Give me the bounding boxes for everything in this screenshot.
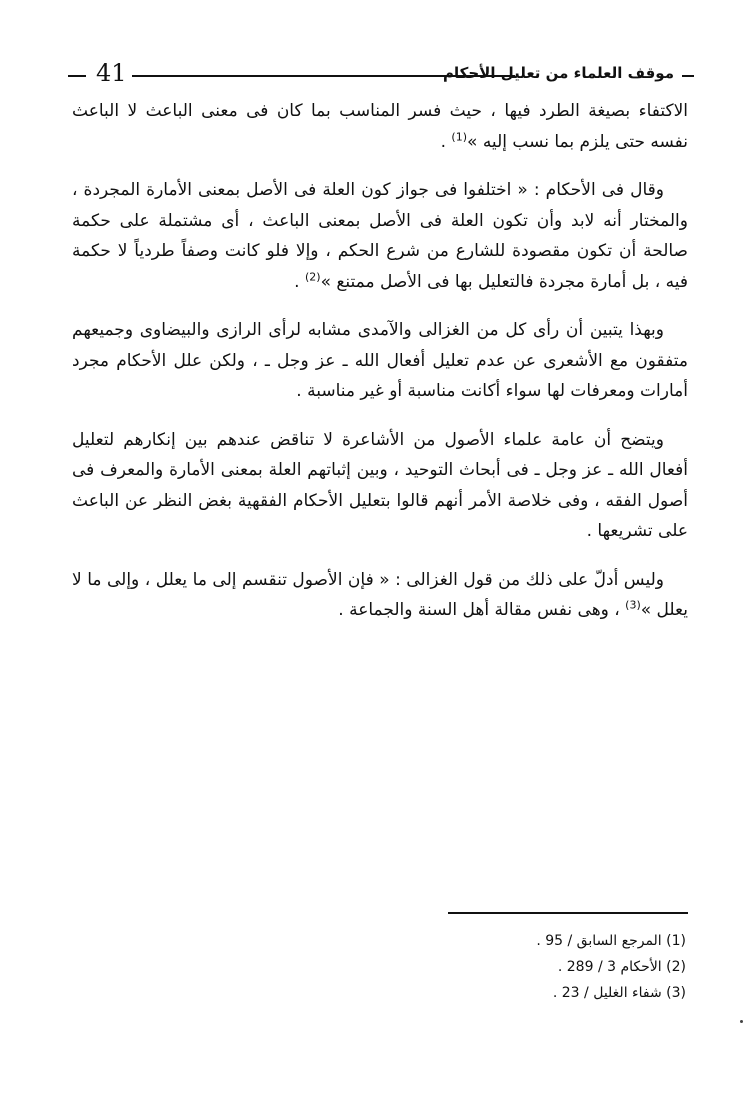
header-dash xyxy=(682,75,694,77)
paragraph: وليس أدلّ على ذلك من قول الغزالى : « فإن الأصول تنقسم إلى ما يعلل ، وإلى ما لا يعلل »$^{(3)}$ ، وهى نفس مقالة أهل السنة والجماعة . xyxy=(72,569,688,620)
footnotes xyxy=(380,928,686,1006)
footnote-ref: (2) xyxy=(304,269,321,283)
running-header xyxy=(70,56,690,92)
body-text xyxy=(72,96,688,644)
paragraph: وقال فى الأحكام : « اختلفوا فى جواز كون العلة فى الأصل بمعنى الأمارة المجردة ، والمختار أنه لابد وأن تكون العلة فى الأصل بمعنى الباعث ، أى مشتملة على حكمة صالحة أن تكون مقصودة للشارع من شرع الحكم ، وإلا فلو كانت وصفاً طردياً لا حكمة فيه ، بل أمارة مجردة فالتعليل بها فى الأصل ممتنع »$^{(2)}$ . xyxy=(72,180,688,292)
scan-speck xyxy=(740,1020,743,1023)
paragraph: ويتضح أن عامة علماء الأصول من الأشاعرة لا تناقض عندهم بين إنكارهم لتعليل أفعال الله ـ عز وجل ـ فى أبحاث التوحيد ، وبين إثباتهم العلة بمعنى الأمارة والمعرف فى أصول الفقه ، وفى خلاصة الأمر أنهم قالوا بتعليل الأحكام الفقهية بغض النظر عن الباعث على تشريعها . xyxy=(72,429,688,541)
footnote: (2) الأحكام 3 / 289 . xyxy=(557,959,686,975)
footnote-ref: (3) xyxy=(625,598,641,612)
footnote: (3) شفاء الغليل / 23 . xyxy=(552,985,686,1001)
paragraph: الاكتفاء بصيغة الطرد فيها ، حيث فسر المناسب بما كان فى معنى الباعث لا الباعث نفسه حتى يلزم بما نسب إليه »$^{(1)}$ . xyxy=(72,101,688,152)
paragraph: وبهذا يتبين أن رأى كل من الغزالى والآمدى مشابه لرأى الرازى والبيضاوى وجميعهم متفقون مع الأشعرى عن عدم تعليل أفعال الله ـ عز وجل ـ ، ولكن علل الأحكام مجرد أمارات ومعرفات لها سواء أكانت مناسبة أو غير مناسبة . xyxy=(72,320,688,401)
page-number: 41 xyxy=(96,59,127,87)
footnote-divider xyxy=(448,912,688,914)
header-dash xyxy=(68,75,86,77)
footnote-ref: (1) xyxy=(451,129,468,143)
running-title: موقف العلماء من تعليل الأحكام xyxy=(443,64,674,82)
footnote: (1) المرجع السابق / 95 . xyxy=(536,933,686,949)
